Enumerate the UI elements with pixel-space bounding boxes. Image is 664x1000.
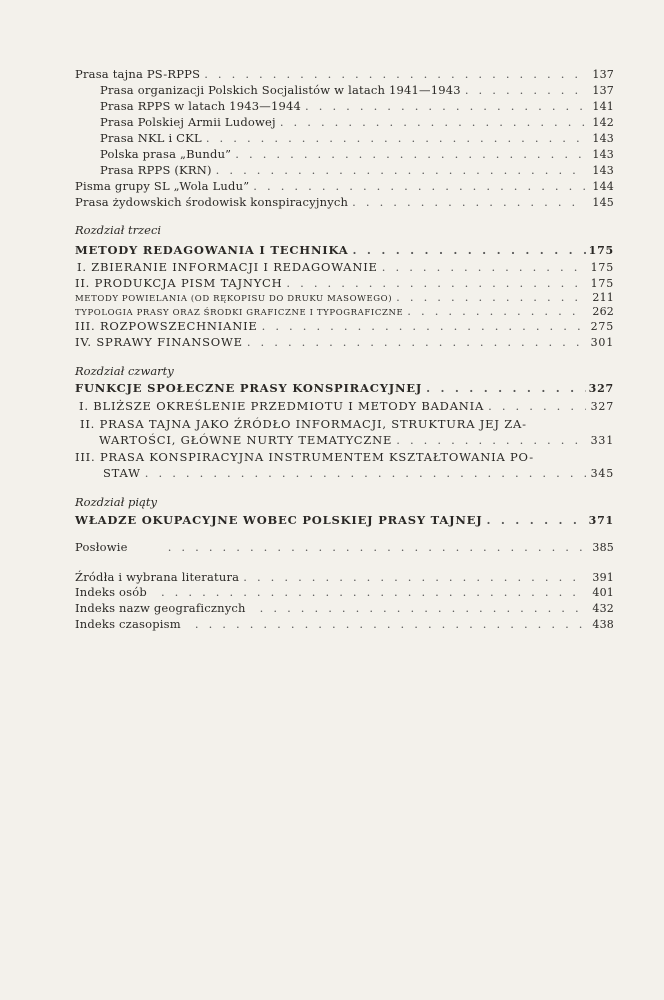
page-number: 175 — [590, 261, 614, 274]
toc-entry — [75, 585, 614, 601]
page-number: 143 — [592, 148, 614, 161]
leader-dots — [486, 513, 586, 527]
entry-title: Źródła i wybrana literatura — [75, 570, 240, 584]
leader-dots — [262, 319, 586, 333]
page-number: 391 — [592, 571, 614, 584]
page-number: 137 — [592, 68, 614, 81]
leader-dots — [243, 570, 586, 584]
entry-title: FUNKCJE SPOŁECZNE PRASY KONSPIRACYJNEJ — [75, 381, 423, 395]
leader-dots — [305, 99, 586, 113]
leader-dots — [253, 179, 586, 193]
leader-dots — [488, 399, 586, 413]
entry-title: TYPOLOGIA PRASY ORAZ ŚRODKI GRAFICZNE I TYPOGRAFICZNE — [75, 308, 404, 318]
chapter-title-entry — [75, 381, 614, 397]
entry-title-line1: II. PRASA TAJNA JAKO ŹRÓDŁO INFORMACJI, STRUKTURA JEJ ZA- — [80, 417, 527, 431]
chapter-label: Rozdział piąty — [75, 495, 157, 509]
page-number: 143 — [592, 132, 614, 145]
page-number: 385 — [592, 541, 614, 554]
toc-entry — [75, 433, 614, 449]
entry-title: Prasa tajna PS-RPPS — [75, 67, 201, 81]
toc-entry — [75, 147, 614, 163]
page-number: 432 — [592, 602, 614, 615]
chapter-label: Rozdział czwarty — [75, 364, 174, 378]
leader-dots — [235, 147, 586, 161]
entry-title: Posłowie — [75, 540, 128, 554]
toc-entry — [75, 335, 614, 351]
page-number: 275 — [590, 320, 614, 333]
toc-entry — [75, 163, 614, 179]
leader-dots — [168, 540, 586, 554]
leader-dots — [161, 585, 586, 599]
page-number: 371 — [588, 514, 614, 527]
entry-title: METODY POWIELANIA (OD RĘKOPISU DO DRUKU MASOWEGO) — [75, 294, 393, 304]
leader-dots — [286, 276, 586, 290]
leader-dots — [407, 304, 586, 318]
entry-title: Pisma grupy SL „Wola Ludu” — [75, 179, 250, 193]
entry-title: Prasa RPPS w latach 1943—1944 — [100, 99, 302, 113]
entry-title: I. ZBIERANIE INFORMACJI I REDAGOWANIE — [77, 260, 378, 274]
page-number: 137 — [592, 84, 614, 97]
leader-dots — [396, 433, 586, 447]
toc-entry — [75, 540, 614, 556]
leader-dots — [353, 243, 587, 257]
page-number: 262 — [592, 305, 614, 318]
page-number: 301 — [590, 336, 614, 349]
entry-title-line2: STAW — [103, 466, 141, 480]
toc-entry — [75, 83, 614, 99]
entry-title: II. PRODUKCJA PISM TAJNYCH — [75, 276, 283, 290]
toc-entry — [75, 617, 614, 633]
toc-entry — [75, 179, 614, 195]
entry-title: I. BLIŻSZE OKREŚLENIE PRZEDMIOTU I METODY BADANIA — [79, 399, 485, 413]
page-number: 142 — [592, 116, 614, 129]
page-number: 438 — [592, 618, 614, 631]
entry-title: IV. SPRAWY FINANSOWE — [75, 335, 243, 349]
leader-dots — [465, 83, 586, 97]
page-number: 327 — [590, 400, 614, 413]
entry-title: Prasa NKL i CKL — [100, 131, 202, 145]
leader-dots — [396, 290, 586, 304]
entry-title: Prasa RPPS (KRN) — [100, 163, 212, 177]
page-number: 345 — [590, 467, 614, 480]
toc-entry — [75, 570, 614, 586]
entry-title-line1: III. PRASA KONSPIRACYJNA INSTRUMENTEM KSZTAŁTOWANIA PO- — [75, 450, 534, 464]
entry-title: Indeks osób — [75, 585, 147, 599]
entry-title: Indeks nazw geograficznych — [75, 601, 246, 615]
entry-title: Indeks czasopism — [75, 617, 181, 631]
page-number: 175 — [588, 244, 614, 257]
entry-title: Prasa organizacji Polskich Socjalistów w latach 1941—1943 — [100, 83, 461, 97]
entry-title: WŁADZE OKUPACYJNE WOBEC POLSKIEJ PRASY TAJNEJ — [75, 513, 483, 527]
toc-entry — [75, 67, 614, 83]
leader-dots — [280, 115, 586, 129]
chapter-label: Rozdział trzeci — [75, 223, 162, 237]
toc-entry — [75, 399, 614, 415]
leader-dots — [352, 195, 586, 209]
entry-title: Polska prasa „Bundu” — [100, 147, 232, 161]
page-number: 145 — [592, 196, 614, 209]
leader-dots — [382, 260, 586, 274]
leader-dots — [145, 466, 586, 480]
toc-entry — [75, 304, 614, 320]
toc-entry — [75, 131, 614, 147]
toc-entry — [75, 115, 614, 131]
page-number: 144 — [592, 180, 614, 193]
toc-entry — [75, 195, 614, 211]
leader-dots — [247, 335, 586, 349]
toc-entry — [75, 466, 614, 482]
page-number: 327 — [588, 382, 614, 395]
page-number: 401 — [592, 586, 614, 599]
page-number: 143 — [592, 164, 614, 177]
leader-dots — [216, 163, 586, 177]
entry-title: Prasa Polskiej Armii Ludowej — [100, 115, 276, 129]
toc-entry — [75, 99, 614, 115]
toc-entry — [75, 601, 614, 617]
page-number: 175 — [590, 277, 614, 290]
leader-dots — [426, 381, 586, 395]
chapter-title-entry — [75, 243, 614, 259]
page-number: 211 — [592, 291, 614, 304]
page-number: 141 — [592, 100, 614, 113]
leader-dots — [204, 67, 586, 81]
page-number: 331 — [590, 434, 614, 447]
leader-dots — [195, 617, 586, 631]
entry-title-line2: WARTOŚCI, GŁÓWNE NURTY TEMATYCZNE — [99, 433, 393, 447]
leader-dots — [260, 601, 586, 615]
leader-dots — [206, 131, 586, 145]
entry-title: Prasa żydowskich środowisk konspiracyjnych — [75, 195, 349, 209]
entry-title: METODY REDAGOWANIA I TECHNIKA — [75, 243, 349, 257]
toc-entry — [75, 319, 614, 335]
toc-entry — [75, 260, 614, 276]
chapter-title-entry — [75, 513, 614, 529]
entry-title: III. ROZPOWSZECHNIANIE — [75, 319, 258, 333]
